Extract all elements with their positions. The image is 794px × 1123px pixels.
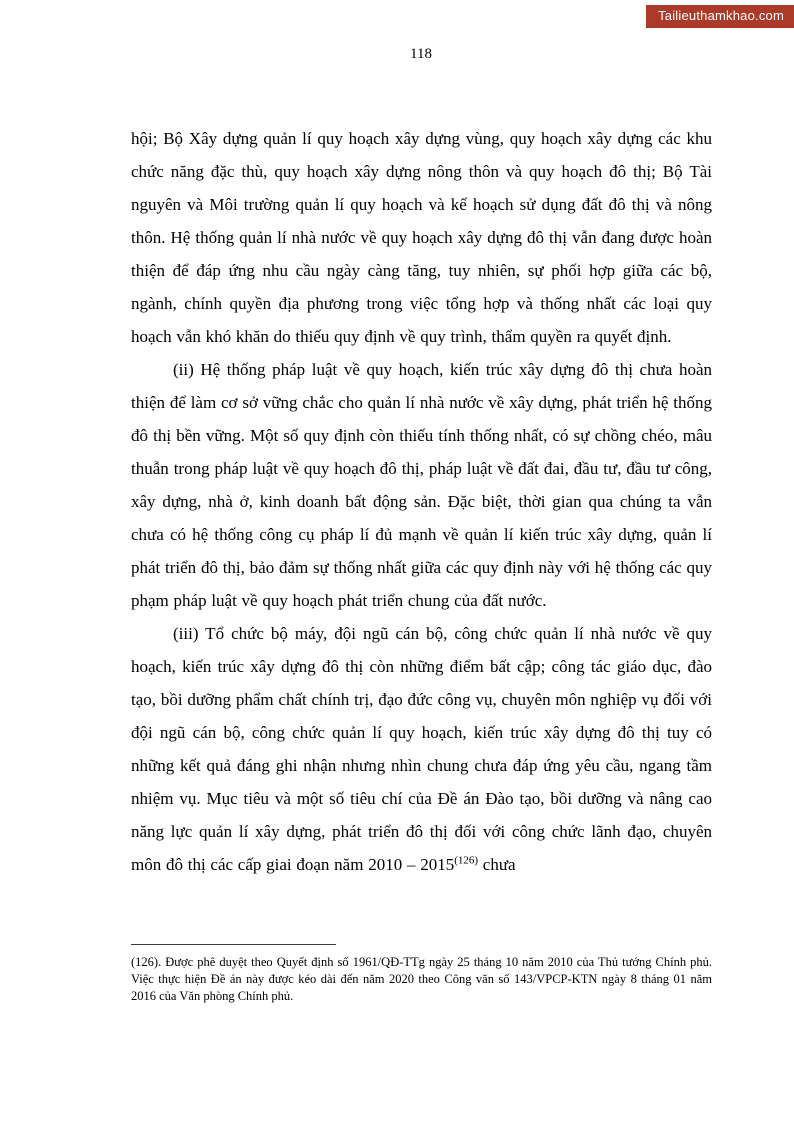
- paragraph-item-ii: (ii) Hệ thống pháp luật về quy hoạch, kiến trúc xây dựng đô thị chưa hoàn thiện để làm cơ sở vững chắc cho quản lí nhà nước về xây dựng, phát triển hệ thống đô thị bền vững. Một số quy định còn thiếu tính thống nhất, có sự chồng chéo, mâu thuẫn trong pháp luật về quy hoạch đô thị, pháp luật về đất đai, đầu tư, đầu tư công, xây dựng, nhà ở, kinh doanh bất động sản. Đặc biệt, thời gian qua chúng ta vẫn chưa có hệ thống công cụ pháp lí đủ mạnh về quản lí kiến trúc xây dựng, quản lí phát triển đô thị, bảo đảm sự thống nhất giữa các quy định này với hệ thống các quy phạm pháp luật về quy hoạch phát triển chung của đất nước.: [131, 360, 712, 610]
- footnote-area: [131, 944, 712, 1005]
- paragraph-continuation: hội; Bộ Xây dựng quản lí quy hoạch xây dựng vùng, quy hoạch xây dựng các khu chức năng đặc thù, quy hoạch xây dựng nông thôn và quy hoạch đô thị; Bộ Tài nguyên và Môi trường quản lí quy hoạch và kế hoạch sử dụng đất đô thị và nông thôn. Hệ thống quản lí nhà nước về quy hoạch xây dựng đô thị vẫn đang được hoàn thiện để đáp ứng nhu cầu ngày càng tăng, tuy nhiên, sự phối hợp giữa các bộ, ngành, chính quyền địa phương trong việc tổng hợp và thống nhất các loại quy hoạch vẫn khó khăn do thiếu quy định về quy trình, thẩm quyền ra quyết định.: [131, 129, 712, 346]
- paragraph-item-iii-text: (iii) Tổ chức bộ máy, đội ngũ cán bộ, công chức quản lí nhà nước về quy hoạch, kiến trúc xây dựng đô thị còn những điểm bất cập; công tác giáo dục, đào tạo, bồi dưỡng phẩm chất chính trị, đạo đức công vụ, chuyên môn nghiệp vụ đối với đội ngũ cán bộ, công chức quản lí quy hoạch, kiến trúc xây dựng đô thị tuy có những kết quả đáng ghi nhận nhưng nhìn chung chưa đáp ứng yêu cầu, ngang tầm nhiệm vụ. Mục tiêu và một số tiêu chí của Đề án Đào tạo, bồi dưỡng và nâng cao năng lực quản lí xây dựng, phát triển đô thị đối với công chức lãnh đạo, chuyên môn đô thị các cấp giai đoạn năm 2010 – 2015: [131, 624, 712, 874]
- footnote-reference-marker: (126): [454, 854, 479, 867]
- page-number: 118: [410, 46, 432, 62]
- watermark-badge: [646, 5, 794, 28]
- document-body: [131, 122, 712, 881]
- footnote-separator-rule: [131, 944, 336, 945]
- paragraph-item-iii-tail: chưa: [478, 855, 516, 874]
- watermark-text: Tailieuthamkhao.com: [658, 8, 784, 23]
- paragraph-item-iii: [131, 617, 712, 881]
- footnote-text: (126). Được phê duyệt theo Quyết định số 1961/QĐ-TTg ngày 25 tháng 10 năm 2010 của Thủ tướng Chính phủ. Việc thực hiện Đề án này được kéo dài đến năm 2020 theo Công văn số 143/VPCP-KTN ngày 8 tháng 01 năm 2016 của Văn phòng Chính phủ.: [131, 955, 712, 1003]
